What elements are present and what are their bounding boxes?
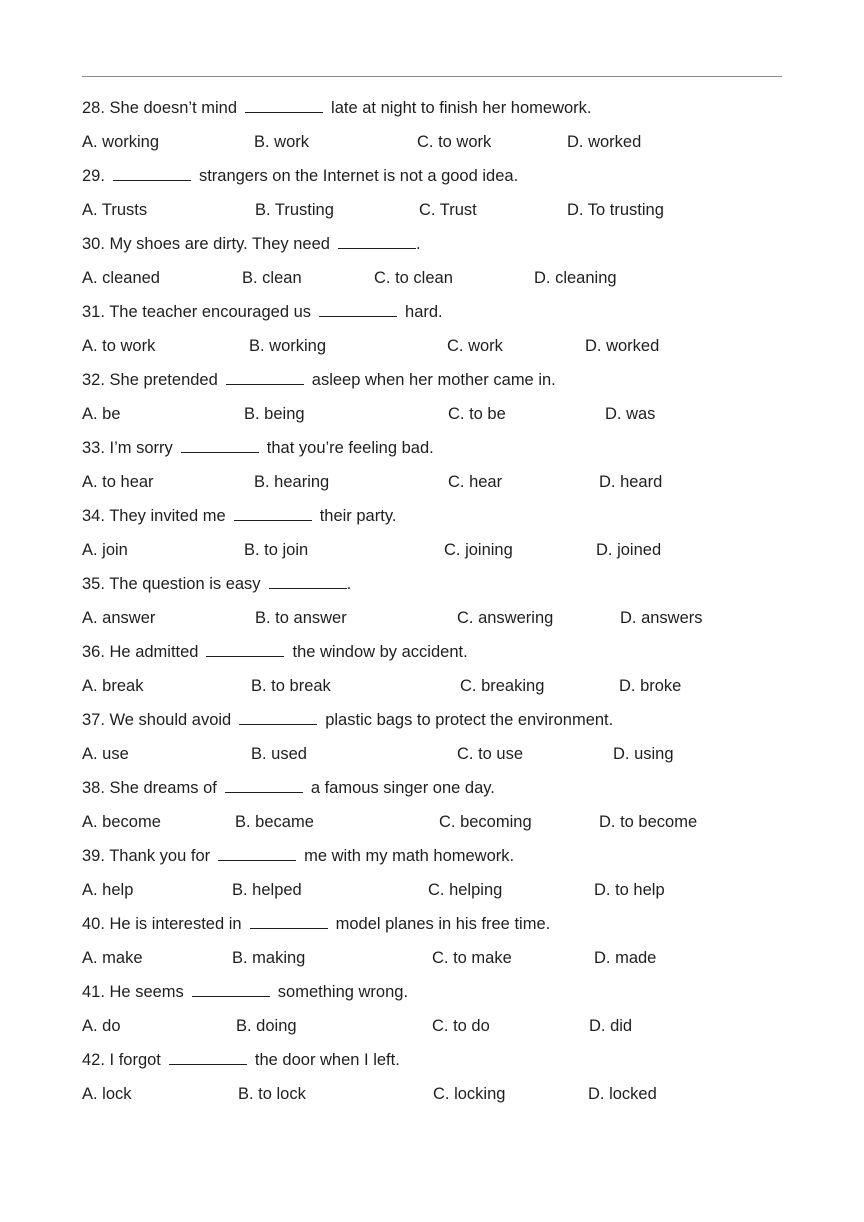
option-d: D. broke [619, 677, 682, 695]
option-d: D. locked [588, 1085, 657, 1103]
question-text-after: late at night to finish her homework. [331, 99, 592, 117]
option-d: D. using [613, 745, 674, 763]
option-d: D. worked [585, 337, 660, 355]
question-stem [82, 91, 782, 125]
options-row [82, 261, 782, 295]
question-text-before: 41. He seems [82, 983, 184, 1001]
option-b: B. to lock [238, 1085, 306, 1103]
option-b: B. became [235, 813, 314, 831]
option-c: C. Trust [419, 201, 477, 219]
option-c: C. to be [448, 405, 506, 423]
option-a: A. do [82, 1017, 121, 1035]
option-b: B. doing [236, 1017, 297, 1035]
option-b: B. working [249, 337, 327, 355]
question-text-after: that you’re feeling bad. [266, 439, 434, 457]
question-text-after: me with my math homework. [304, 847, 515, 865]
option-d: D. to become [599, 813, 698, 831]
option-c: C. breaking [460, 677, 545, 695]
option-c: C. to clean [374, 269, 453, 287]
options-row [82, 669, 782, 703]
question-text-before: 29. [82, 167, 105, 185]
options-row [82, 329, 782, 363]
answer-blank [319, 302, 397, 317]
option-c: C. helping [428, 881, 503, 899]
option-a: A. use [82, 745, 129, 763]
option-c: C. to do [432, 1017, 490, 1035]
options-row [82, 397, 782, 431]
option-a: A. working [82, 133, 160, 151]
option-c: C. answering [457, 609, 554, 627]
option-a: A. become [82, 813, 161, 831]
option-c: C. joining [444, 541, 513, 559]
question-text-before: 28. She doesn’t mind [82, 99, 238, 117]
answer-blank [225, 778, 303, 793]
question-text-before: 35. The question is easy [82, 575, 261, 593]
question-text-before: 30. My shoes are dirty. They need [82, 235, 330, 253]
option-d: D. worked [567, 133, 642, 151]
question-text-before: 37. We should avoid [82, 711, 232, 729]
question-text-before: 34. They invited me [82, 507, 226, 525]
option-c: C. to use [457, 745, 524, 763]
question-text-before: 40. He is interested in [82, 915, 242, 933]
option-b: B. helped [232, 881, 302, 899]
option-d: D. to help [594, 881, 665, 899]
question-text-after: asleep when her mother came in. [311, 371, 556, 389]
option-a: A. break [82, 677, 144, 695]
option-c: C. to make [432, 949, 512, 967]
option-b: B. to break [251, 677, 331, 695]
option-d: D. made [594, 949, 657, 967]
options-row [82, 805, 782, 839]
question-list [82, 91, 782, 1111]
option-a: A. lock [82, 1085, 132, 1103]
question-stem [82, 227, 782, 261]
options-row [82, 193, 782, 227]
options-row [82, 737, 782, 771]
option-b: B. to join [244, 541, 309, 559]
question-text-before: 36. He admitted [82, 643, 199, 661]
option-d: D. did [589, 1017, 633, 1035]
option-d: D. answers [620, 609, 703, 627]
answer-blank [218, 846, 296, 861]
question-stem [82, 839, 782, 873]
question-text-after: . [415, 235, 421, 253]
option-a: A. help [82, 881, 134, 899]
answer-blank [234, 506, 312, 521]
question-text-after: the window by accident. [292, 643, 468, 661]
question-stem [82, 1043, 782, 1077]
options-row [82, 873, 782, 907]
options-row [82, 1077, 782, 1111]
option-d: D. cleaning [534, 269, 617, 287]
question-text-before: 32. She pretended [82, 371, 218, 389]
option-c: C. work [447, 337, 503, 355]
question-text-after: . [346, 575, 352, 593]
answer-blank [226, 370, 304, 385]
option-d: D. heard [599, 473, 663, 491]
options-row [82, 125, 782, 159]
option-a: A. join [82, 541, 128, 559]
option-a: A. be [82, 405, 121, 423]
answer-blank [192, 982, 270, 997]
options-row [82, 601, 782, 635]
option-b: B. Trusting [255, 201, 334, 219]
answer-blank [113, 166, 191, 181]
question-text-before: 38. She dreams of [82, 779, 217, 797]
top-divider [82, 76, 782, 77]
question-text-after: a famous singer one day. [310, 779, 495, 797]
option-d: D. To trusting [567, 201, 664, 219]
question-text-after: plastic bags to protect the environment. [325, 711, 614, 729]
option-b: B. used [251, 745, 307, 763]
option-a: A. cleaned [82, 269, 160, 287]
option-d: D. joined [596, 541, 662, 559]
question-text-after: model planes in his free time. [335, 915, 551, 933]
option-c: C. to work [417, 133, 492, 151]
question-text-before: 39. Thank you for [82, 847, 211, 865]
option-a: A. to hear [82, 473, 154, 491]
options-row [82, 465, 782, 499]
question-text-before: 31. The teacher encouraged us [82, 303, 312, 321]
question-stem [82, 159, 782, 193]
question-stem [82, 295, 782, 329]
answer-blank [245, 98, 323, 113]
option-b: B. making [232, 949, 306, 967]
question-text-after: the door when I left. [254, 1051, 400, 1069]
answer-blank [250, 914, 328, 929]
options-row [82, 533, 782, 567]
question-stem [82, 363, 782, 397]
option-b: B. clean [242, 269, 302, 287]
option-a: A. Trusts [82, 201, 148, 219]
answer-blank [269, 574, 347, 589]
question-stem [82, 567, 782, 601]
option-a: A. answer [82, 609, 156, 627]
option-a: A. to work [82, 337, 156, 355]
options-row [82, 941, 782, 975]
option-b: B. being [244, 405, 305, 423]
option-c: C. locking [433, 1085, 506, 1103]
question-text-after: their party. [319, 507, 397, 525]
question-text-after: hard. [405, 303, 443, 321]
answer-blank [239, 710, 317, 725]
answer-blank [169, 1050, 247, 1065]
question-stem [82, 771, 782, 805]
question-stem [82, 907, 782, 941]
question-stem [82, 635, 782, 669]
question-stem [82, 975, 782, 1009]
options-row [82, 1009, 782, 1043]
question-text-after: something wrong. [277, 983, 409, 1001]
option-b: B. hearing [254, 473, 330, 491]
question-text-after: strangers on the Internet is not a good idea. [198, 167, 519, 185]
question-stem [82, 499, 782, 533]
option-a: A. make [82, 949, 143, 967]
option-c: C. hear [448, 473, 503, 491]
question-text-before: 42. I forgot [82, 1051, 161, 1069]
option-b: B. to answer [255, 609, 347, 627]
option-c: C. becoming [439, 813, 532, 831]
answer-blank [181, 438, 259, 453]
option-d: D. was [605, 405, 656, 423]
question-stem [82, 431, 782, 465]
option-b: B. work [254, 133, 310, 151]
question-stem [82, 703, 782, 737]
question-text-before: 33. I’m sorry [82, 439, 173, 457]
answer-blank [338, 234, 416, 249]
answer-blank [206, 642, 284, 657]
